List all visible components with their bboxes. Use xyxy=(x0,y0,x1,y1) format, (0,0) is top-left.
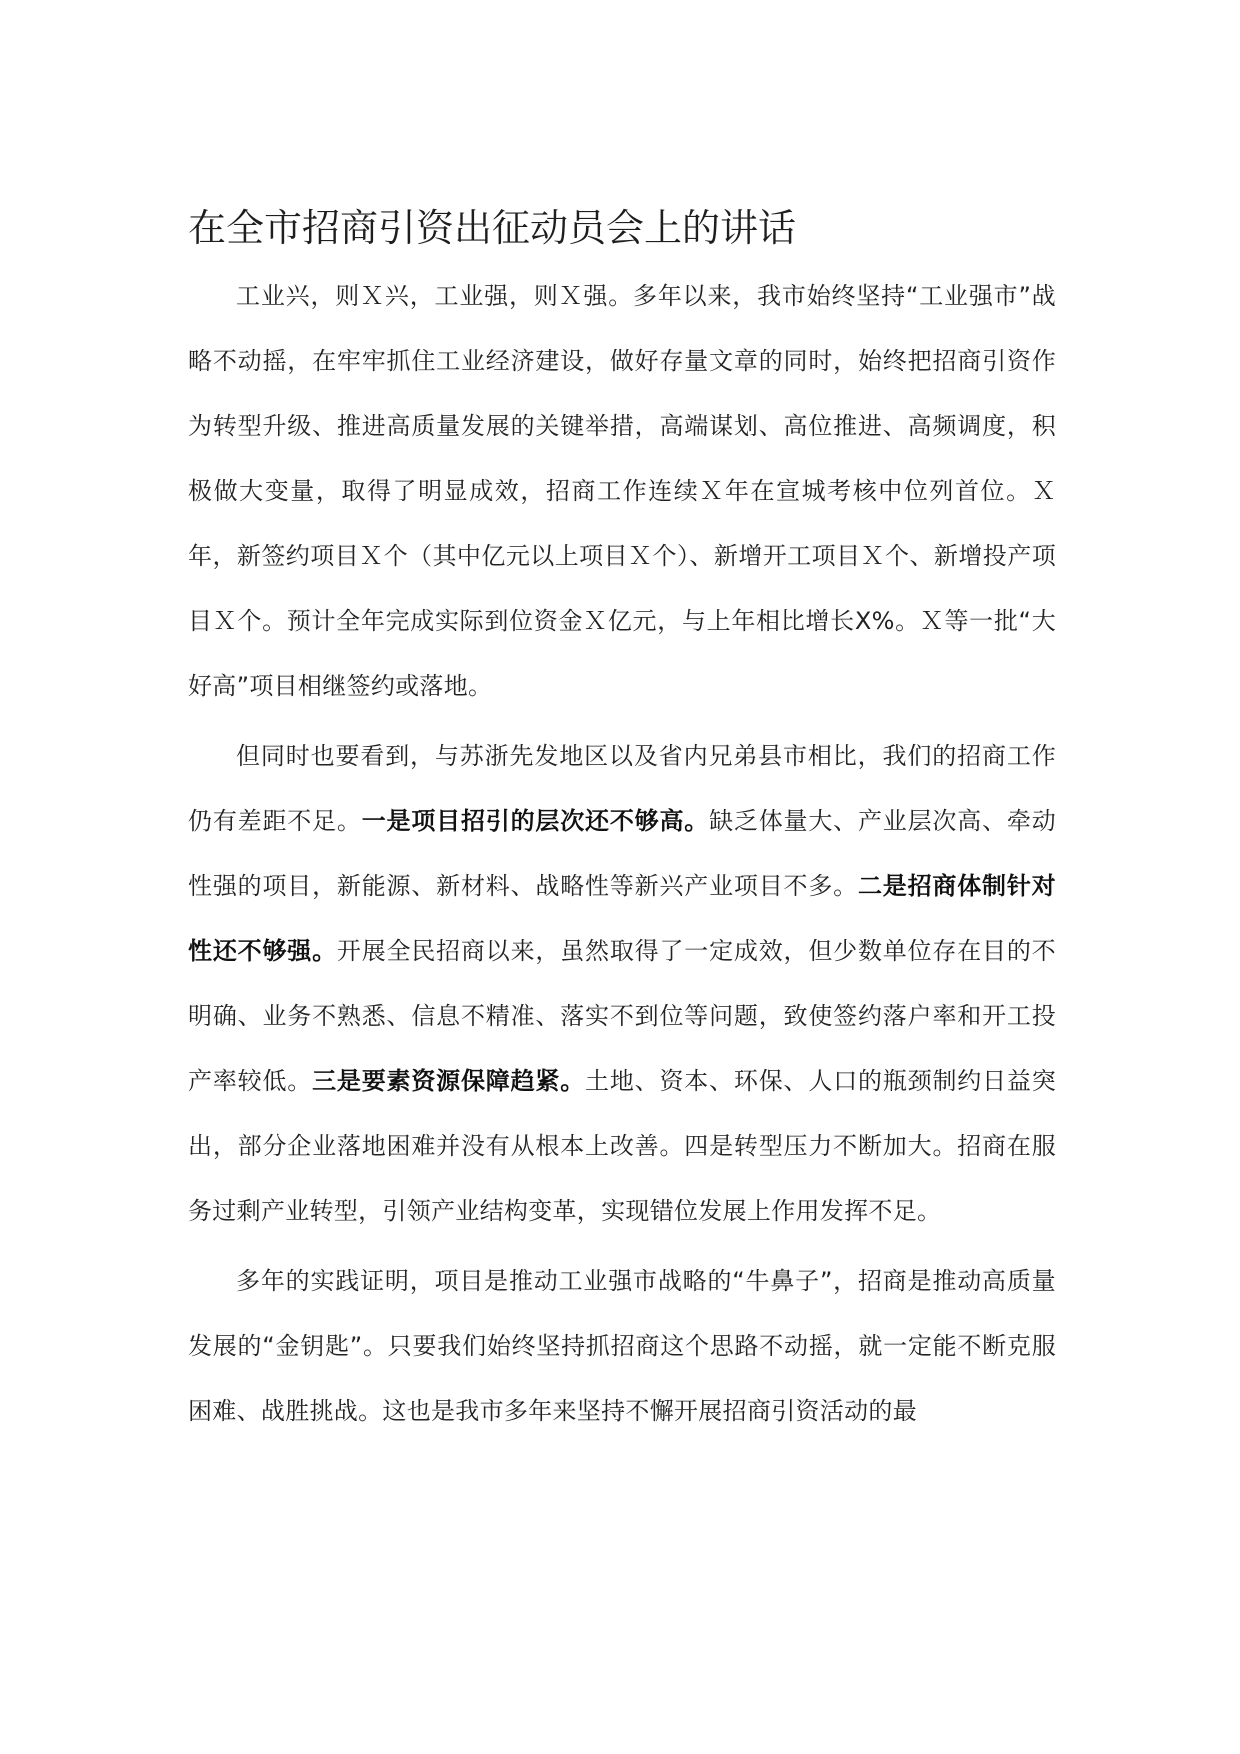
document-page xyxy=(188,196,1056,1449)
paragraph-3 xyxy=(188,1249,1056,1444)
paragraph-2-intro: 但同时也要看到，与苏浙先发地区以及省内兄弟县市相比，我们的招商工作仍有差距不足。 xyxy=(188,742,1056,835)
point-two-heading: 二是招商体制针对性还不够强。 xyxy=(188,872,1056,965)
paragraph-1-text: 工业兴，则Ｘ兴，工业强，则Ｘ强。多年以来，我市始终坚持“工业强市”战略不动摇，在牢牢抓住工业经济建设，做好存量文章的同时，始终把招商引资作为转型升级、推进高质量发展的关键举措，高端谋划、高位推进、高频调度，积极做大变量，取得了明显成效，招商工作连续Ｘ年在宣城考核中位列首位。Ｘ年，新签约项目Ｘ个（其中亿元以上项目Ｘ个）、新增开工项目Ｘ个、新增投产项目Ｘ个。预计全年完成实际到位资金Ｘ亿元，与上年相比增长X%。Ｘ等一批“大好高”项目相继签约或落地。 xyxy=(188,282,1056,700)
point-one-text: 缺乏体量大、产业层次高、牵动性强的项目，新能源、新材料、战略性等新兴产业项目不多。 xyxy=(188,807,1056,900)
point-three-text: 土地、资本、环保、人口的瓶颈制约日益突出，部分企业落地困难并没有从根本上改善。四是转型压力不断加大。招商在服务过剩产业转型，引领产业结构变革，实现错位发展上作用发挥不足。 xyxy=(188,1067,1057,1225)
document-title: 在全市招商引资出征动员会上的讲话 xyxy=(188,206,797,250)
paragraph-1 xyxy=(188,264,1056,719)
point-two-text: 开展全民招商以来，虽然取得了一定成效，但少数单位存在目的不明确、业务不熟悉、信息不精准、落实不到位等问题，致使签约落户率和开工投产率较低。 xyxy=(188,937,1056,1095)
point-three-heading: 三是要素资源保障趋紧。 xyxy=(312,1067,586,1095)
paragraph-2 xyxy=(188,724,1056,1244)
point-one-heading: 一是项目招引的层次还不够高。 xyxy=(361,807,710,835)
paragraph-3-text: 多年的实践证明，项目是推动工业强市战略的“牛鼻子”，招商是推动高质量发展的“金钥匙”。只要我们始终坚持抓招商这个思路不动摇，就一定能不断克服困难、战胜挑战。这也是我市多年来坚持不懈开展招商引资活动的最 xyxy=(188,1267,1056,1425)
